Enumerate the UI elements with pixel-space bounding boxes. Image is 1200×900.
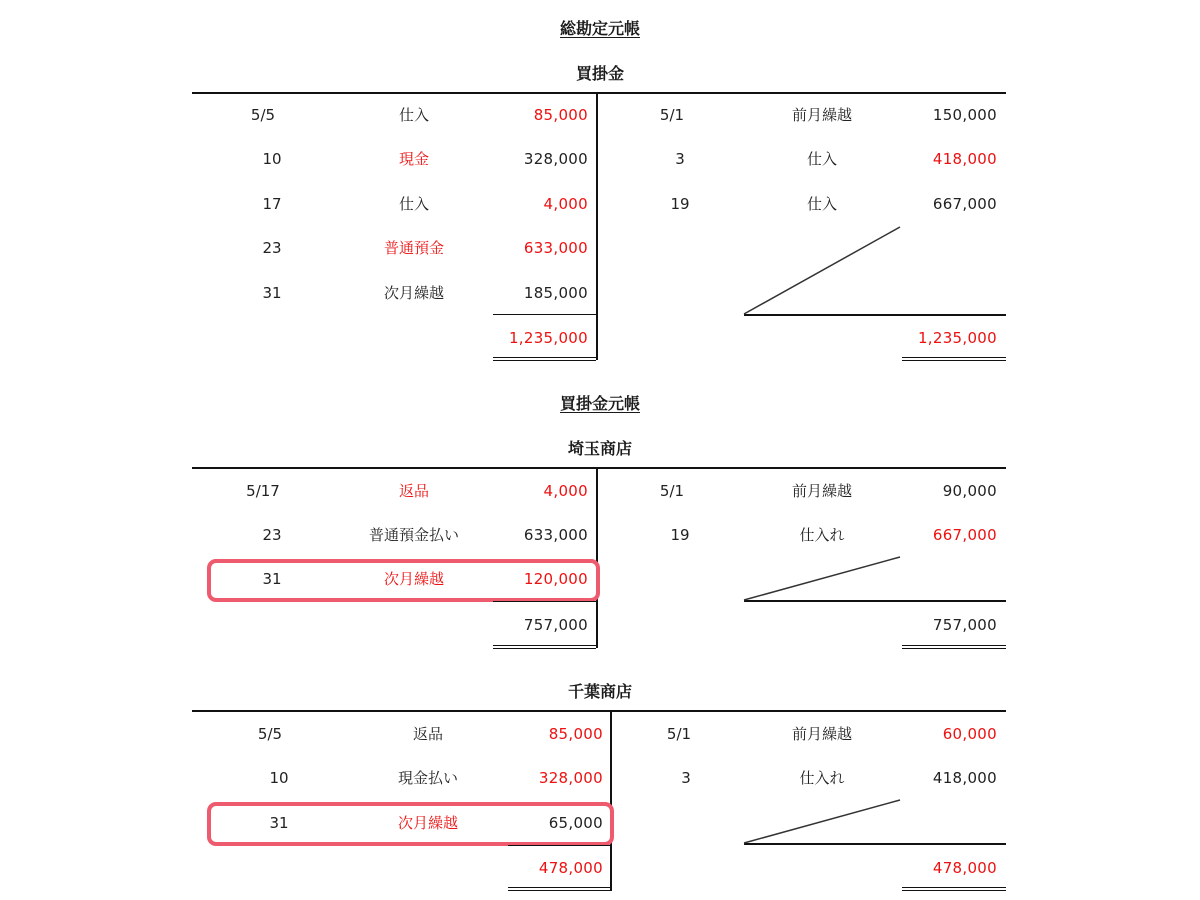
debit-amount: 4,000 [543, 195, 588, 213]
credit-total-rule [744, 843, 1006, 845]
t-account-center-rule [610, 711, 612, 891]
debit-date: 23 [262, 239, 282, 257]
credit-date: 3 [681, 769, 691, 787]
credit-total: 478,000 [932, 859, 997, 877]
t-account-top-rule [192, 92, 1006, 94]
credit-amount: 667,000 [932, 526, 997, 544]
credit-date: 5/1 [659, 482, 685, 500]
debit-amount: 328,000 [523, 150, 588, 168]
debit-date: 5/5 [250, 106, 276, 124]
debit-date: 10 [262, 150, 282, 168]
debit-amount: 633,000 [523, 239, 588, 257]
diagonal-line [744, 557, 900, 600]
credit-double-rule-b [902, 890, 1006, 891]
debit-item: 次月繰越 [383, 284, 444, 302]
credit-item: 仕入れ [799, 526, 845, 544]
debit-double-rule-a [508, 887, 610, 888]
debit-date: 5/17 [246, 482, 280, 500]
debit-date: 5/5 [257, 725, 283, 743]
credit-amount: 60,000 [942, 725, 997, 743]
debit-amount: 633,000 [523, 526, 588, 544]
debit-item: 普通預金払い [368, 526, 459, 544]
credit-total: 1,235,000 [917, 329, 997, 347]
highlight-box [207, 802, 614, 846]
debit-item: 仕入 [398, 106, 429, 124]
credit-amount: 150,000 [932, 106, 997, 124]
debit-amount: 85,000 [533, 106, 588, 124]
credit-double-rule-b [902, 648, 1006, 649]
debit-double-rule-b [493, 360, 596, 361]
debit-total: 1,235,000 [508, 329, 588, 347]
credit-item: 仕入 [806, 195, 837, 213]
debit-total: 757,000 [523, 616, 588, 634]
credit-item: 仕入 [806, 150, 837, 168]
debit-total: 478,000 [538, 859, 603, 877]
debit-item: 次月繰越 [383, 570, 444, 588]
debit-date: 31 [262, 284, 282, 302]
credit-double-rule-a [902, 887, 1006, 888]
credit-double-rule-a [902, 645, 1006, 646]
credit-total-rule [744, 314, 1006, 316]
debit-double-rule-a [493, 645, 596, 646]
credit-total-rule [744, 600, 1006, 602]
debit-date: 17 [262, 195, 282, 213]
credit-date: 5/1 [666, 725, 692, 743]
account-title-chiba: 千葉商店 [567, 682, 632, 701]
t-account-top-rule [192, 467, 1006, 469]
credit-double-rule-b [902, 360, 1006, 361]
debit-item: 普通預金 [383, 239, 444, 257]
diagonal-line [744, 227, 900, 314]
subsidiary-ledger-title: 買掛金元帳 [559, 394, 640, 413]
debit-amount: 65,000 [548, 814, 603, 832]
credit-date: 3 [675, 150, 685, 168]
debit-item: 返品 [398, 482, 429, 500]
highlight-box [207, 559, 600, 602]
debit-double-rule-b [493, 648, 596, 649]
t-account-top-rule [192, 710, 1006, 712]
debit-total-rule [508, 845, 610, 846]
diagonal-line [744, 800, 900, 843]
debit-total-rule [493, 314, 596, 315]
credit-date: 19 [670, 526, 690, 544]
debit-item: 返品 [412, 725, 443, 743]
debit-amount: 85,000 [548, 725, 603, 743]
debit-item: 現金払い [397, 769, 458, 787]
credit-amount: 418,000 [932, 769, 997, 787]
debit-amount: 328,000 [538, 769, 603, 787]
account-title-kaikakekin: 買掛金 [575, 64, 624, 83]
debit-date: 31 [269, 814, 289, 832]
debit-date: 23 [262, 526, 282, 544]
credit-total: 757,000 [932, 616, 997, 634]
credit-amount: 667,000 [932, 195, 997, 213]
debit-total-rule [493, 601, 596, 602]
credit-item: 仕入れ [799, 769, 845, 787]
debit-item: 仕入 [398, 195, 429, 213]
debit-double-rule-b [508, 890, 610, 891]
debit-amount: 120,000 [523, 570, 588, 588]
general-ledger-title: 総勘定元帳 [559, 19, 640, 38]
t-account-center-rule [596, 93, 598, 360]
credit-item: 前月繰越 [791, 482, 852, 500]
debit-item: 現金 [398, 150, 429, 168]
t-account-center-rule [596, 468, 598, 648]
debit-amount: 4,000 [543, 482, 588, 500]
debit-amount: 185,000 [523, 284, 588, 302]
credit-item: 前月繰越 [791, 106, 852, 124]
credit-item: 前月繰越 [791, 725, 852, 743]
credit-amount: 90,000 [942, 482, 997, 500]
debit-item: 次月繰越 [397, 814, 458, 832]
credit-date: 19 [670, 195, 690, 213]
credit-double-rule-a [902, 357, 1006, 358]
debit-date: 10 [269, 769, 289, 787]
credit-date: 5/1 [659, 106, 685, 124]
debit-date: 31 [262, 570, 282, 588]
credit-amount: 418,000 [932, 150, 997, 168]
account-title-saitama: 埼玉商店 [567, 439, 632, 458]
debit-double-rule-a [493, 357, 596, 358]
